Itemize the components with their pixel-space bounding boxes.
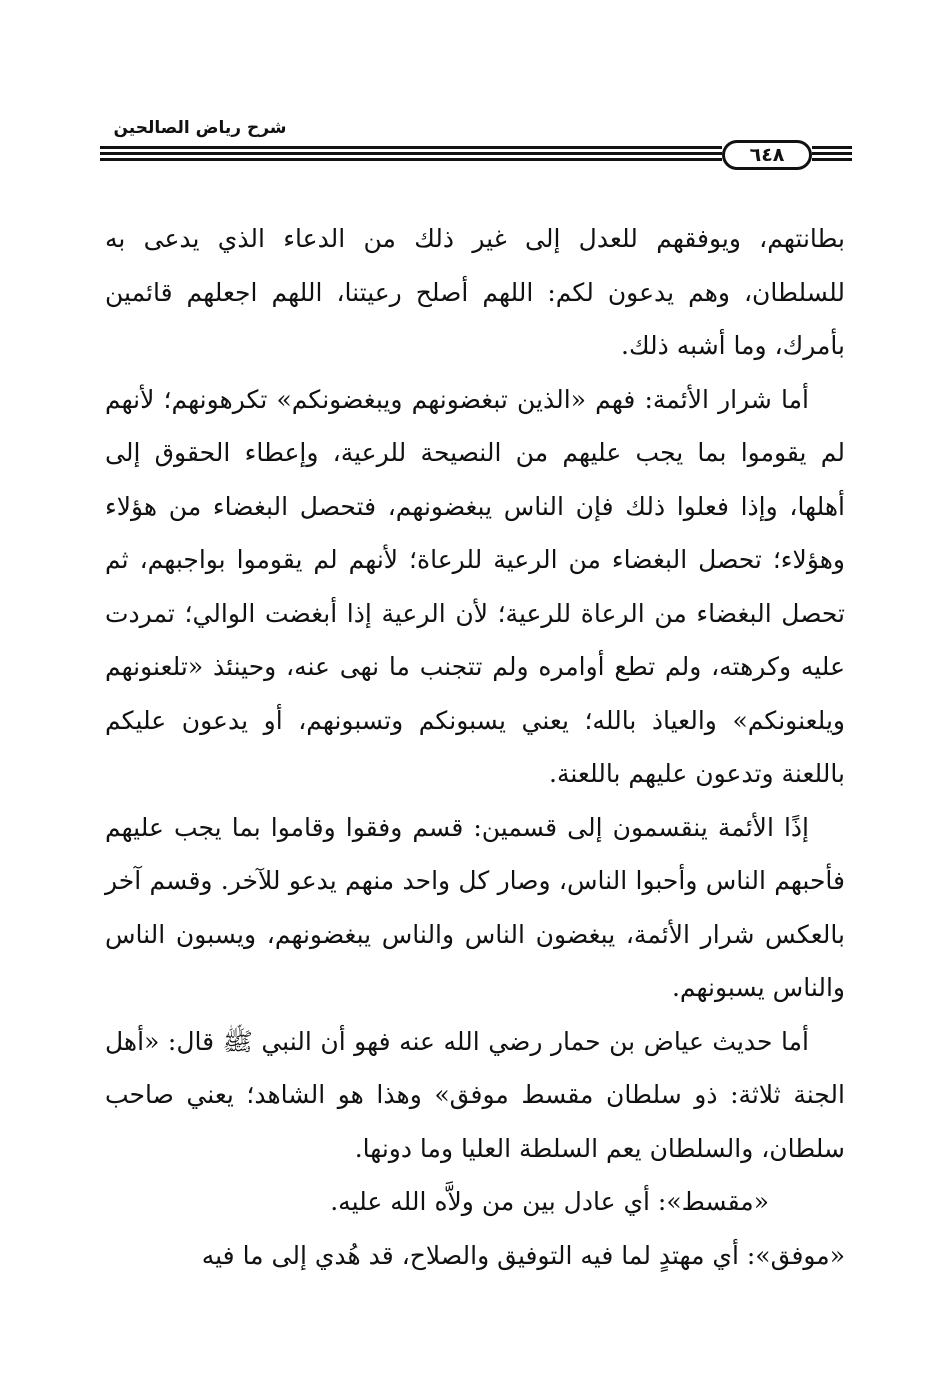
paragraph: بطانتهم، ويوفقهم للعدل إلى غير ذلك من الدعاء الذي يدعى به للسلطان، وهم يدعون لكم: اللهم أصلح رعيتنا، اللهم اجعلهم قائمين بأمرك، وما أشبه ذلك.: [105, 224, 846, 360]
paragraph: «موفق»: أي مهتدٍ لما فيه التوفيق والصلاح، قد هُدي إلى ما فيه: [201, 1240, 845, 1270]
header-rule-line: [100, 158, 722, 161]
paragraph: أما حديث عياض بن حمار رضي الله عنه فهو أن النبي ﷺ قال: «أهل الجنة ثلاثة: ذو سلطان مقسط موفق» وهذا هو الشاهد؛ يعني صاحب سلطان، والسلطان يعم السلطة العليا وما دونها.: [105, 1026, 845, 1163]
header-rule-line: [812, 146, 852, 149]
page-header: [100, 110, 852, 170]
paragraph: إذًا الأئمة ينقسمون إلى قسمين: قسم وفقوا وقاموا بما يجب عليهم فأحبهم الناس وأحبوا الناس، وصار كل واحد منهم يدعو للآخر. وقسم آخر بالعكس شرار الأئمة، يبغضون الناس والناس يبغضونهم، ويسبون الناس والناس يسبونهم.: [105, 812, 845, 1002]
header-rule-left: [100, 146, 722, 164]
paragraph: «مقسط»: أي عادل بين من ولاَّه الله عليه.: [330, 1187, 769, 1216]
page-number: ٦٤٨: [749, 144, 785, 166]
header-rule-line: [100, 146, 722, 149]
header-rule-line: [812, 152, 852, 155]
header-rule-line: [812, 158, 852, 161]
book-title: شرح رياض الصالحين: [113, 118, 287, 138]
header-rule-right: [812, 146, 852, 164]
page-body: [105, 212, 845, 1282]
page-number-badge: [722, 140, 812, 170]
paragraph: أما شرار الأئمة: فهم «الذين تبغضونهم ويبغضونكم» تكرهونهم؛ لأنهم لم يقوموا بما يجب عليهم من النصيحة للرعية، وإعطاء الحقوق إلى أهلها، وإذا فعلوا ذلك فإن الناس يبغضونهم، فتحصل البغضاء من هؤلاء وهؤلاء؛ تحصل البغضاء من الرعية للرعاة؛ لأنهم لم يقوموا بواجبهم، ثم تحصل البغضاء من الرعاة للرعية؛ لأن الرعية إذا أبغضت الوالي؛ تمردت عليه وكرهته، ولم تطع أوامره ولم تتجنب ما نهى عنه، وحينئذ «تلعنونهم ويلعنونكم» والعياذ بالله؛ يعني يسبونكم وتسبونهم، أو يدعون عليكم باللعنة وتدعون عليهم باللعنة.: [105, 384, 845, 788]
header-rule-line: [100, 152, 722, 155]
